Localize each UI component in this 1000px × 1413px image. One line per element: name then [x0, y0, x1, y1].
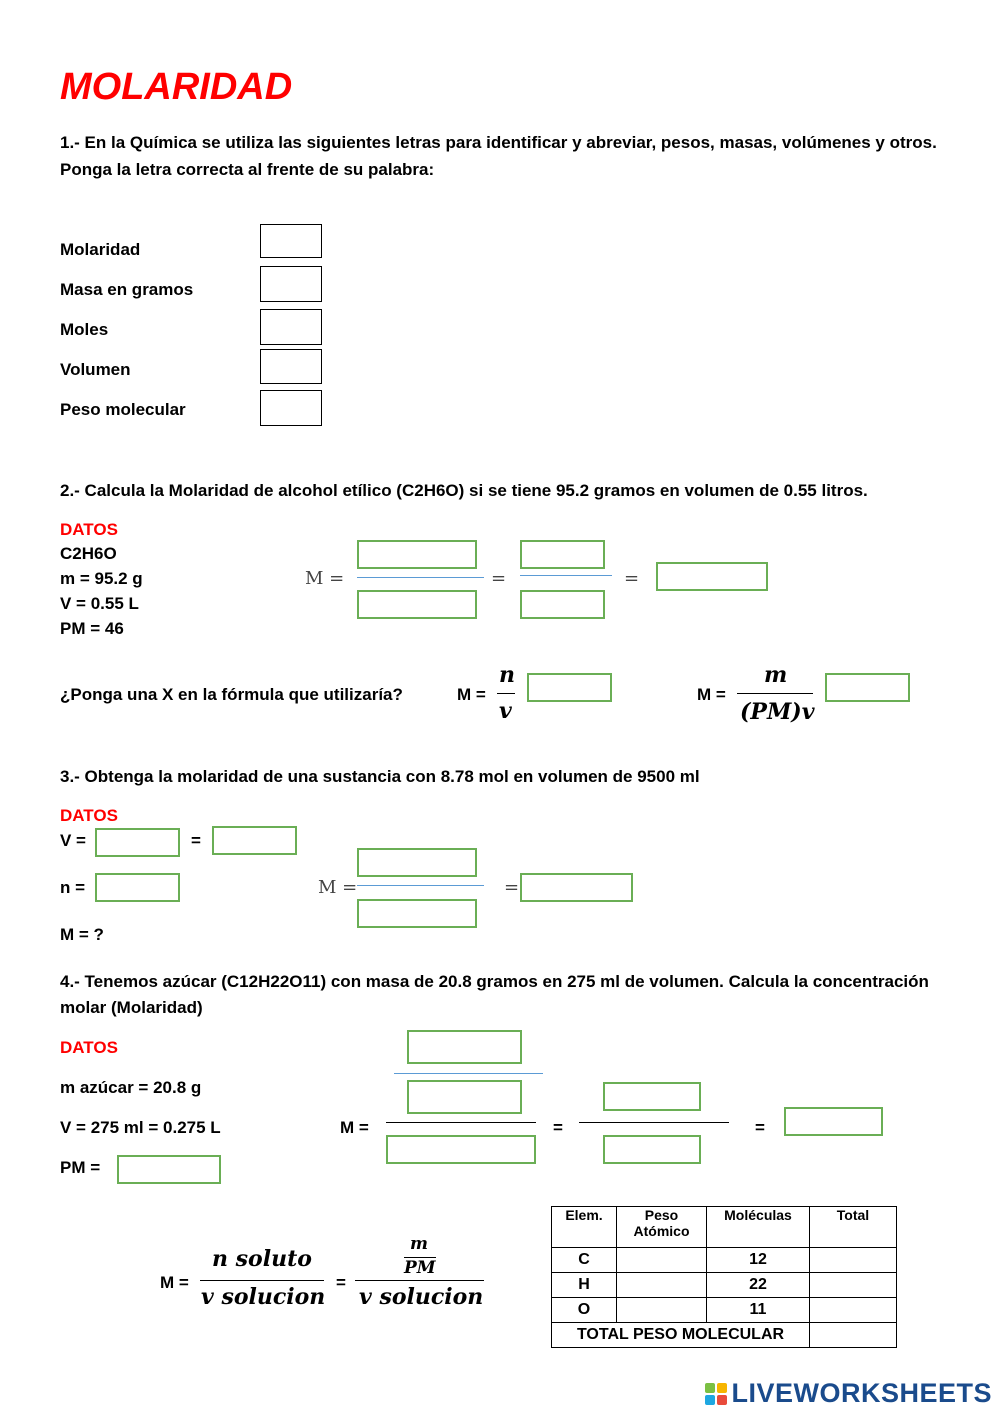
q4-inner-fraction-bar [394, 1073, 543, 1074]
molarity-formula-v-solucion-2: v solucion [359, 1284, 484, 1310]
q3-m-label: M = ? [60, 925, 104, 944]
q1-answer-moles[interactable] [260, 309, 322, 345]
q4-equals-1: = [553, 1118, 563, 1137]
table-row [552, 1248, 897, 1273]
table-total-label: TOTAL PESO MOLECULAR [552, 1323, 810, 1348]
molarity-formula-m: m [410, 1234, 428, 1254]
table-cell-atomic-weight[interactable] [617, 1273, 707, 1298]
q2-formula1-check[interactable] [527, 673, 612, 702]
table-cell-elem: O [552, 1298, 617, 1323]
table-cell-total[interactable] [810, 1273, 897, 1298]
table-header-total: Total [810, 1207, 897, 1248]
q3-denominator[interactable] [357, 899, 477, 928]
q2-data-formula: C2H6O [60, 544, 117, 563]
q3-numerator[interactable] [357, 848, 477, 877]
table-row [552, 1298, 897, 1323]
molarity-formula-label: M = [160, 1273, 189, 1292]
table-header-atomic-weight: Peso Atómico [617, 1207, 707, 1248]
molarity-formula-pm: PM [404, 1258, 436, 1278]
q3-fraction-bar [357, 885, 484, 886]
q3-statement: 3.- Obtenga la molaridad de una sustancia con 8.78 mol en volumen de 9500 ml [60, 767, 700, 786]
q3-datos-heading: DATOS [60, 806, 118, 825]
q4-m-equals: M = [340, 1118, 369, 1137]
q4-result[interactable] [784, 1107, 883, 1136]
q1-statement-line2: Ponga la letra correcta al frente de su palabra: [60, 160, 435, 179]
q1-label-volumen: Volumen [60, 360, 131, 379]
q1-answer-molaridad[interactable] [260, 224, 322, 258]
q4-statement-line2: molar (Molaridad) [60, 998, 203, 1017]
q3-v-equals: = [191, 831, 201, 850]
q2-data-volume: V = 0.55 L [60, 594, 139, 613]
q2-denominator-1[interactable] [357, 590, 477, 619]
table-cell-atomic-weight[interactable] [617, 1248, 707, 1273]
q1-answer-volumen[interactable] [260, 349, 322, 384]
table-cell-total[interactable] [810, 1248, 897, 1273]
q4-data-volume: V = 275 ml = 0.275 L [60, 1118, 221, 1137]
q1-statement-line1: 1.- En la Química se utiliza las siguientes letras para identificar y abreviar, pesos, masas, volúmenes y otros. [60, 133, 937, 152]
q2-formula-question: ¿Ponga una X en la fórmula que utilizaría? [60, 685, 403, 704]
q1-label-molaridad: Molaridad [60, 240, 141, 259]
q2-formula2-denominator: (PM)v [740, 699, 815, 725]
q3-v-label: V = [60, 831, 86, 850]
q4-main-fraction-bar [386, 1122, 536, 1123]
logo-square-v [705, 1395, 715, 1405]
table-cell-atomic-weight[interactable] [617, 1298, 707, 1323]
table-cell-elem: C [552, 1248, 617, 1273]
table-header-molecules: Moléculas [707, 1207, 810, 1248]
q4-denominator-2[interactable] [603, 1135, 701, 1164]
table-cell-molecules: 12 [707, 1248, 810, 1273]
logo-square-l [705, 1383, 715, 1393]
q4-data-mass: m azúcar = 20.8 g [60, 1078, 202, 1097]
q2-formula1-numerator: n [499, 662, 515, 688]
table-row [552, 1273, 897, 1298]
q2-equals-2: = [624, 568, 640, 589]
q2-data-mass: m = 95.2 g [60, 569, 143, 588]
molarity-formula-bar-2 [355, 1280, 484, 1281]
q3-result[interactable] [520, 873, 633, 902]
q2-formula2-label: M = [697, 685, 726, 704]
q4-pm-denominator[interactable] [407, 1080, 522, 1114]
table-cell-total[interactable] [810, 1298, 897, 1323]
q4-mass-numerator[interactable] [407, 1030, 522, 1064]
q2-data-pm: PM = 46 [60, 619, 124, 638]
q3-v-converted[interactable] [212, 826, 297, 855]
liveworksheets-brand: LIVEWORKSHEETS [731, 1378, 992, 1408]
q2-formula2-bar [737, 693, 813, 694]
q3-v-input[interactable] [95, 828, 180, 857]
q1-answer-peso[interactable] [260, 390, 322, 426]
q4-volume-denominator[interactable] [386, 1135, 536, 1164]
q4-pm-label: PM = [60, 1158, 101, 1177]
q2-m-equals: M = [305, 568, 345, 589]
q1-label-masa: Masa en gramos [60, 280, 194, 299]
logo-square-e [717, 1395, 727, 1405]
q2-fraction-bar-1 [357, 577, 484, 578]
q4-numerator-2[interactable] [603, 1082, 701, 1111]
q4-equals-2: = [755, 1118, 765, 1137]
table-header-row [552, 1207, 897, 1248]
q3-equals: = [504, 877, 520, 898]
q2-denominator-2[interactable] [520, 590, 605, 619]
q2-formula2-check[interactable] [825, 673, 910, 702]
logo-square-i [717, 1383, 727, 1393]
q3-m-equals: M = [318, 877, 358, 898]
molarity-formula-v-solucion-1: v solucion [201, 1284, 326, 1310]
liveworksheets-icon [705, 1383, 727, 1405]
table-cell-elem: H [552, 1273, 617, 1298]
q3-n-label: n = [60, 878, 86, 897]
q2-equals-1: = [491, 568, 507, 589]
q2-formula1-bar [497, 693, 515, 694]
molarity-formula-bar-1 [200, 1280, 324, 1281]
molarity-formula-n-soluto: n soluto [212, 1246, 312, 1272]
q2-fraction-bar-2 [520, 575, 612, 576]
q2-formula1-denominator: v [499, 698, 512, 724]
q3-n-input[interactable] [95, 873, 180, 902]
q4-pm-input[interactable] [117, 1155, 221, 1184]
q1-label-moles: Moles [60, 320, 109, 339]
q2-formula2-numerator: m [764, 662, 788, 688]
table-cell-molecules: 11 [707, 1298, 810, 1323]
q1-label-peso: Peso molecular [60, 400, 186, 419]
liveworksheets-logo [705, 1378, 992, 1409]
q4-datos-heading: DATOS [60, 1038, 118, 1057]
molarity-formula-equals: = [336, 1273, 346, 1292]
q1-answer-masa[interactable] [260, 266, 322, 302]
table-header-elem: Elem. [552, 1207, 617, 1248]
q2-numerator-1[interactable] [357, 540, 477, 569]
q2-formula1-label: M = [457, 685, 486, 704]
page-title: MOLARIDAD [60, 66, 293, 108]
q2-numerator-2[interactable] [520, 540, 605, 569]
molecular-weight-table [551, 1206, 897, 1348]
q2-statement: 2.- Calcula la Molaridad de alcohol etílico (C2H6O) si se tiene 95.2 gramos en volumen de 0.55 litros. [60, 481, 868, 500]
q4-statement-line1: 4.- Tenemos azúcar (C12H22O11) con masa de 20.8 gramos en 275 ml de volumen. Calcula la concentración [60, 972, 929, 991]
table-cell-molecules: 22 [707, 1273, 810, 1298]
table-total-value[interactable] [810, 1323, 897, 1348]
q2-datos-heading: DATOS [60, 520, 118, 539]
q2-result[interactable] [656, 562, 768, 591]
q4-fraction-bar-2 [579, 1122, 729, 1123]
table-total-row [552, 1323, 897, 1348]
